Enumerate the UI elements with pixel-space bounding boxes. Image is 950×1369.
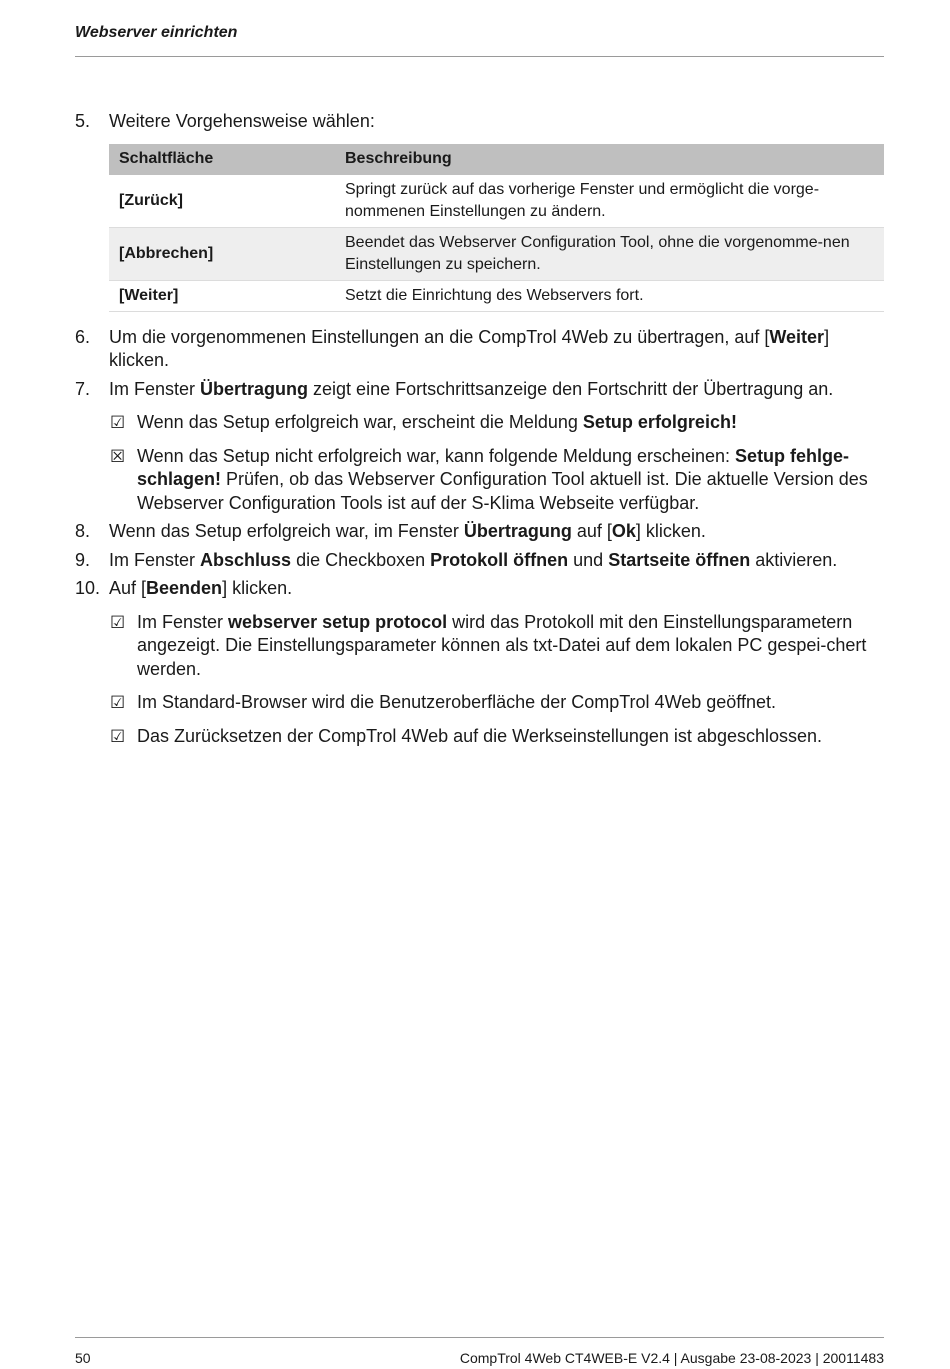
step-text: Auf [ — [109, 578, 147, 598]
table-row — [109, 280, 884, 311]
checked-box-icon: ☑ — [110, 413, 126, 432]
document-info: CompTrol 4Web CT4WEB-E V2.4 | Ausgabe 23-08-2023 | 20011483 — [459, 1350, 884, 1366]
result-bold-text: webserver setup protocol — [228, 611, 448, 632]
step-text: die Checkboxen — [291, 549, 431, 570]
table-cell-description: Beendet das Webserver Configuration Tool, ohne die vorgenomme-nen Einstellungen zu speichern. — [335, 227, 884, 280]
step-bold-text: Ok — [611, 521, 636, 541]
step-text: ] klicken. — [109, 326, 830, 370]
checked-box-icon: ☑ — [110, 612, 126, 632]
step-5 — [75, 110, 884, 134]
result-text: Das Zurücksetzen der CompTrol 4Web auf die Werkseinstellungen ist abgeschlossen. — [137, 725, 823, 746]
result-text: Wenn das Setup nicht erfolgreich war, kann folgende Meldung erscheinen: — [137, 445, 736, 466]
result-text: Im Fenster — [137, 611, 229, 632]
result-bold-text: Setup erfolgreich! — [582, 412, 737, 432]
result-text: Wenn das Setup erfolgreich war, erscheint die Meldung — [137, 412, 583, 432]
result-text: wird das Protokoll mit den Einstellungsparametern angezeigt. Die Einstellungsparameter können als txt-Datei auf dem lokalen PC gespei-chert werden. — [137, 611, 867, 679]
step-bold-text: Übertragung — [463, 521, 572, 541]
step-text: aktivieren. — [750, 549, 838, 570]
table-row — [109, 227, 884, 280]
step-bold-text: Protokoll öffnen — [430, 549, 569, 570]
step-text: ] klicken. — [222, 578, 293, 598]
table-cell-button: [Weiter] — [109, 280, 335, 311]
result-failure — [75, 445, 884, 516]
step-text: Im Fenster — [109, 549, 201, 570]
step-9 — [75, 549, 884, 573]
step-number: 10. — [75, 578, 101, 598]
step-number: 7. — [75, 378, 91, 399]
step-text: Wenn das Setup erfolgreich war, im Fenster — [109, 521, 464, 541]
step-8 — [75, 520, 884, 544]
step-number: 5. — [75, 111, 91, 131]
step-number: 9. — [75, 549, 91, 570]
result-protocol — [75, 611, 884, 682]
table-cell-button: [Zurück] — [109, 175, 335, 228]
running-header: Webserver einrichten — [75, 24, 238, 41]
result-text: Prüfen, ob das Webserver Configuration Tool aktuell ist. Die aktuelle Version des Webserver Configuration Tools ist auf der S-Klima Webseite verfügbar. — [137, 469, 868, 513]
step-number: 8. — [75, 521, 91, 541]
result-success — [75, 411, 884, 435]
step-bold-text: Weiter — [769, 326, 825, 347]
result-browser — [75, 691, 884, 715]
step-text: zeigt eine Fortschrittsanzeige den Fortschritt der Übertragung an. — [308, 378, 834, 399]
step-text: Um die vorgenommenen Einstellungen an die CompTrol 4Web zu übertragen, auf [ — [109, 326, 770, 347]
step-text: und — [568, 549, 609, 570]
checked-box-icon: ☑ — [110, 726, 126, 746]
table-cell-button: [Abbrechen] — [109, 227, 335, 280]
step-bold-text: Abschluss — [200, 549, 292, 570]
result-bold-text: Setup fehlge-schlagen! — [137, 445, 850, 489]
table-header-row — [109, 144, 884, 175]
checked-box-icon: ☑ — [110, 693, 126, 712]
result-reset-complete — [75, 725, 884, 749]
step-10 — [75, 577, 884, 601]
result-text: Im Standard-Browser wird die Benutzeroberfläche der CompTrol 4Web geöffnet. — [137, 692, 776, 712]
step-text: auf [ — [571, 521, 612, 541]
step-bold-text: Beenden — [146, 578, 223, 598]
table-row — [109, 175, 884, 228]
header-divider — [75, 56, 884, 57]
column-header-description: Beschreibung — [335, 144, 884, 175]
step-6 — [75, 326, 884, 373]
crossed-box-icon: ☒ — [110, 446, 126, 466]
step-text: Weitere Vorgehensweise wählen: — [109, 111, 375, 131]
step-text: ] klicken. — [635, 521, 706, 541]
page-content — [75, 110, 884, 748]
step-text: Im Fenster — [109, 378, 201, 399]
step-number: 6. — [75, 326, 91, 347]
table-cell-description: Springt zurück auf das vorherige Fenster und ermöglicht die vorge-nommenen Einstellungen zu ändern. — [335, 175, 884, 228]
page-number: 50 — [75, 1350, 91, 1366]
table-cell-description: Setzt die Einrichtung des Webservers fort. — [335, 280, 884, 311]
step-bold-text: Übertragung — [200, 378, 309, 399]
button-description-table — [109, 144, 884, 312]
column-header-button: Schaltfläche — [109, 144, 335, 175]
step-bold-text: Startseite öffnen — [608, 549, 751, 570]
step-7 — [75, 378, 884, 402]
footer-divider — [75, 1337, 884, 1338]
